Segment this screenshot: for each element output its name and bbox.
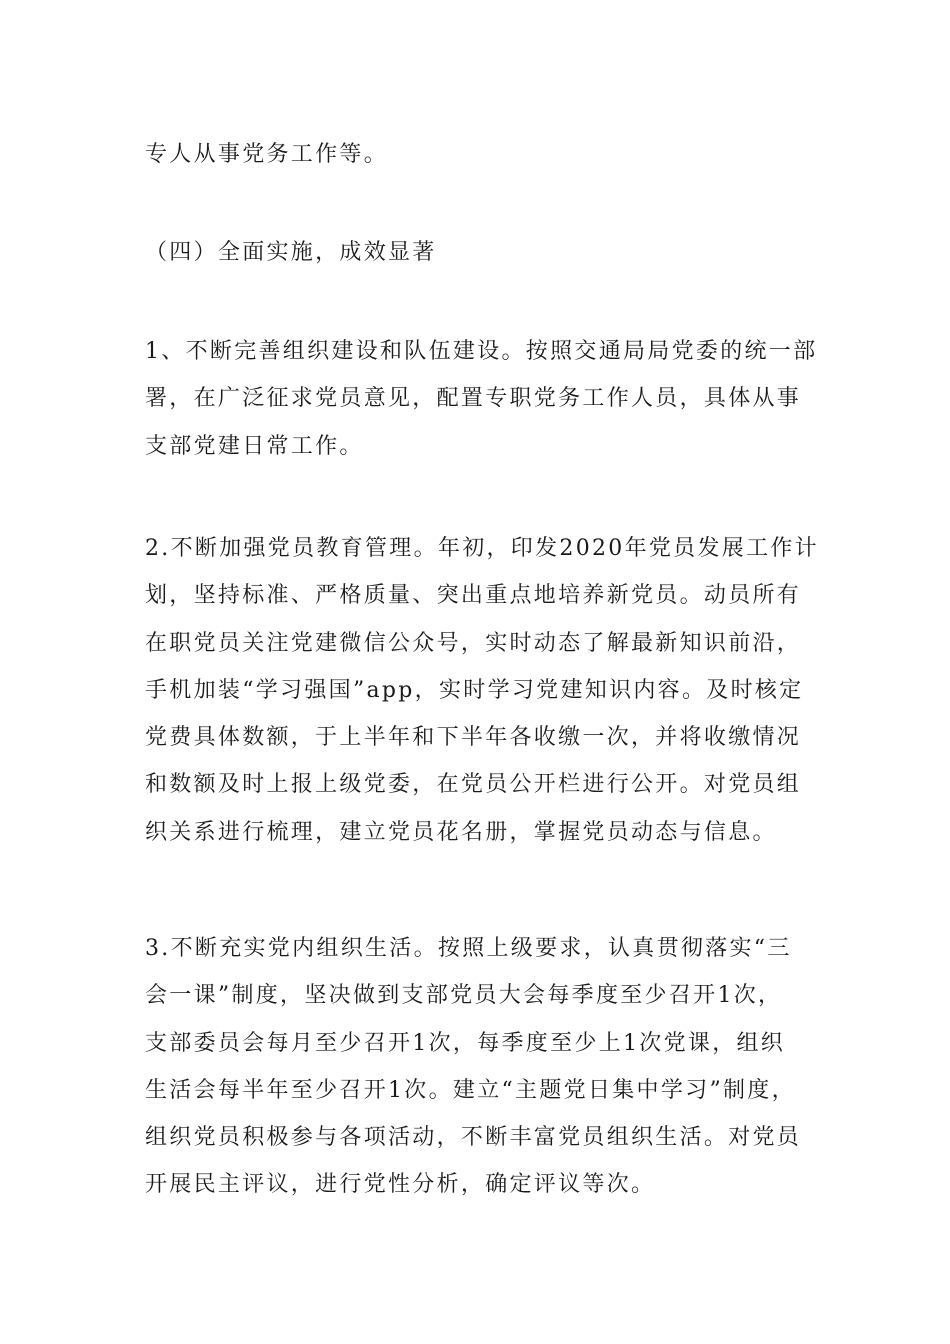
text-line: 支部党建日常工作。: [145, 433, 364, 459]
section-heading: [145, 229, 815, 276]
paragraph-3: [145, 925, 815, 1209]
text-line: 1、不断完善组织建设和队伍建设。按照交通局局党委的统一部: [145, 339, 818, 364]
text-line: 组织党员积极参与各项活动，不断丰富党员组织生活。对党员: [145, 1125, 802, 1151]
text-line: 署，在广泛征求党员意见，配置专职党务工作人员，具体从事: [145, 386, 802, 412]
text-line: 专人从事党务工作等。: [145, 142, 389, 167]
text-line: 和数额及时上报上级党委，在党员公开栏进行公开。对党员组: [145, 772, 802, 798]
text-line: 党费具体数额，于上半年和下半年各收缴一次，并将收缴情况: [145, 725, 802, 751]
paragraph-continuation: [145, 131, 815, 178]
text-line: 织关系进行梳理，建立党员花名册，掌握党员动态与信息。: [145, 819, 777, 845]
text-line: 支部委员会每月至少召开1次，每季度至少上1次党课，组织: [145, 1030, 786, 1056]
text-line: 手机加装“学习强国”app，实时学习党建知识内容。及时核定: [145, 677, 804, 703]
text-line: 在职党员关注党建微信公众号，实时动态了解最新知识前沿，: [145, 630, 802, 656]
paragraph-2: [145, 525, 819, 856]
text-line: 3.不断充实党内组织生活。按照上级要求，认真贯彻落实“三: [145, 936, 792, 961]
text-line: （四）全面实施，成效显著: [145, 240, 437, 265]
text-line: 生活会每半年至少召开1次。建立“主题党日集中学习”制度，: [145, 1077, 796, 1103]
paragraph-1: [145, 328, 818, 470]
text-line: 划，坚持标准、严格质量、突出重点地培养新党员。动员所有: [145, 583, 802, 609]
text-line: 2.不断加强党员教育管理。年初，印发2020年党员发展工作计: [145, 536, 819, 561]
text-line: 开展民主评议，进行党性分析，确定评议等次。: [145, 1172, 656, 1198]
text-line: 会一课”制度，坚决做到支部党员大会每季度至少召开1次，: [145, 983, 783, 1009]
